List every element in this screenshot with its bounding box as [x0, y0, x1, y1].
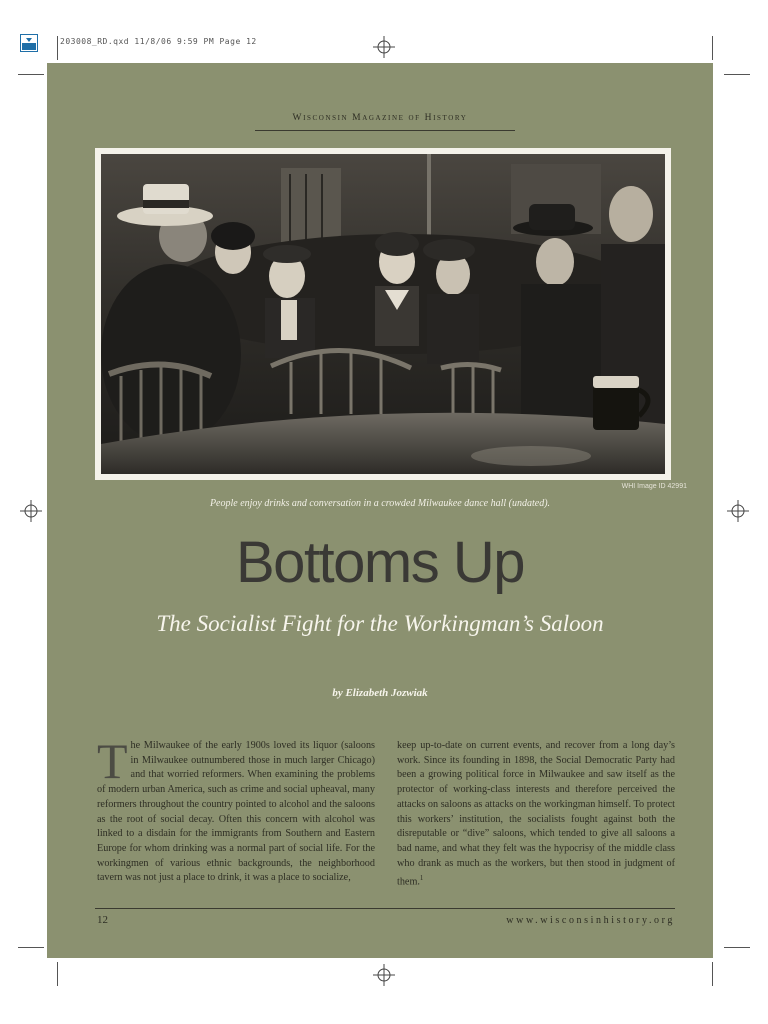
crop-mark: [724, 74, 750, 75]
crop-mark: [18, 947, 44, 948]
photo-caption: People enjoy drinks and conversation in a crowded Milwaukee dance hall (undated).: [209, 498, 551, 509]
body-column-1: [97, 733, 375, 886]
crop-mark: [724, 947, 750, 948]
page-number: 12: [97, 914, 108, 926]
saloon-photo-illustration: [101, 154, 665, 474]
magazine-page: [47, 63, 713, 958]
file-slug: 203008_RD.qxd 11/8/06 9:59 PM Page 12: [60, 37, 257, 46]
byline: by Elizabeth Jozwiak: [332, 687, 428, 699]
body-text-column-2: keep up-to-date on current events, and recover from a long day’s work. Since its founding in 1898, the Social Democratic Party had been a growing political force in Milwaukee and saw itself as the protector of working-class interests and therefore perceived the attacks on saloons as attacks on the workingman himself. To protect this workers’ institution, the socialists fought against both the disreputable or “dive” saloons, which tended to give all saloons a bad name, and what they felt was the hypocrisy of the middle class who drank as much as the workers, but then stood in judgment of them.: [397, 740, 675, 888]
masthead-rule: [255, 130, 515, 131]
masthead: Wisconsin Magazine of History: [292, 113, 468, 123]
registration-mark-icon: [727, 500, 749, 522]
crop-mark: [18, 74, 44, 75]
crop-mark: [712, 962, 713, 986]
drop-cap: T: [97, 733, 128, 789]
footer-url: www.wisconsinhistory.org: [506, 915, 675, 926]
registration-mark-icon: [20, 500, 42, 522]
footer-rule: [95, 908, 675, 909]
photo-credit: WHI Image ID 42991: [621, 483, 687, 490]
crop-mark: [57, 962, 58, 986]
article-title: Bottoms Up: [236, 530, 524, 595]
body-text-column-1: he Milwaukee of the early 1900s loved its liquor (saloons in Milwaukee outnumbered those in much larger Chicago) and that worried reformers. When examining the problems of modern urban America, such as crime and social upheaval, many reformers throughout the country pointed to alcohol and the saloons as the root of social decay. Often this concern with alcohol was linked to a disdain for the immigrants from Southern and Eastern Europe for whom drinking was a normal part of social life. For the workingmen of various ethnic backgrounds, the neighborhood tavern was not just a place to drink, it was a place to socialize,: [97, 740, 375, 884]
registration-mark-icon: [373, 36, 395, 58]
body-column-2: [397, 739, 675, 890]
printer-mark-icon: [20, 34, 38, 52]
crop-mark: [712, 36, 713, 60]
registration-mark-icon: [373, 964, 395, 986]
article-subtitle: The Socialist Fight for the Workingman’s Saloon: [156, 611, 604, 636]
footnote-reference: 1: [419, 874, 424, 883]
crop-mark: [57, 36, 58, 60]
photo-frame: [95, 148, 671, 480]
saloon-photo: [101, 154, 665, 474]
